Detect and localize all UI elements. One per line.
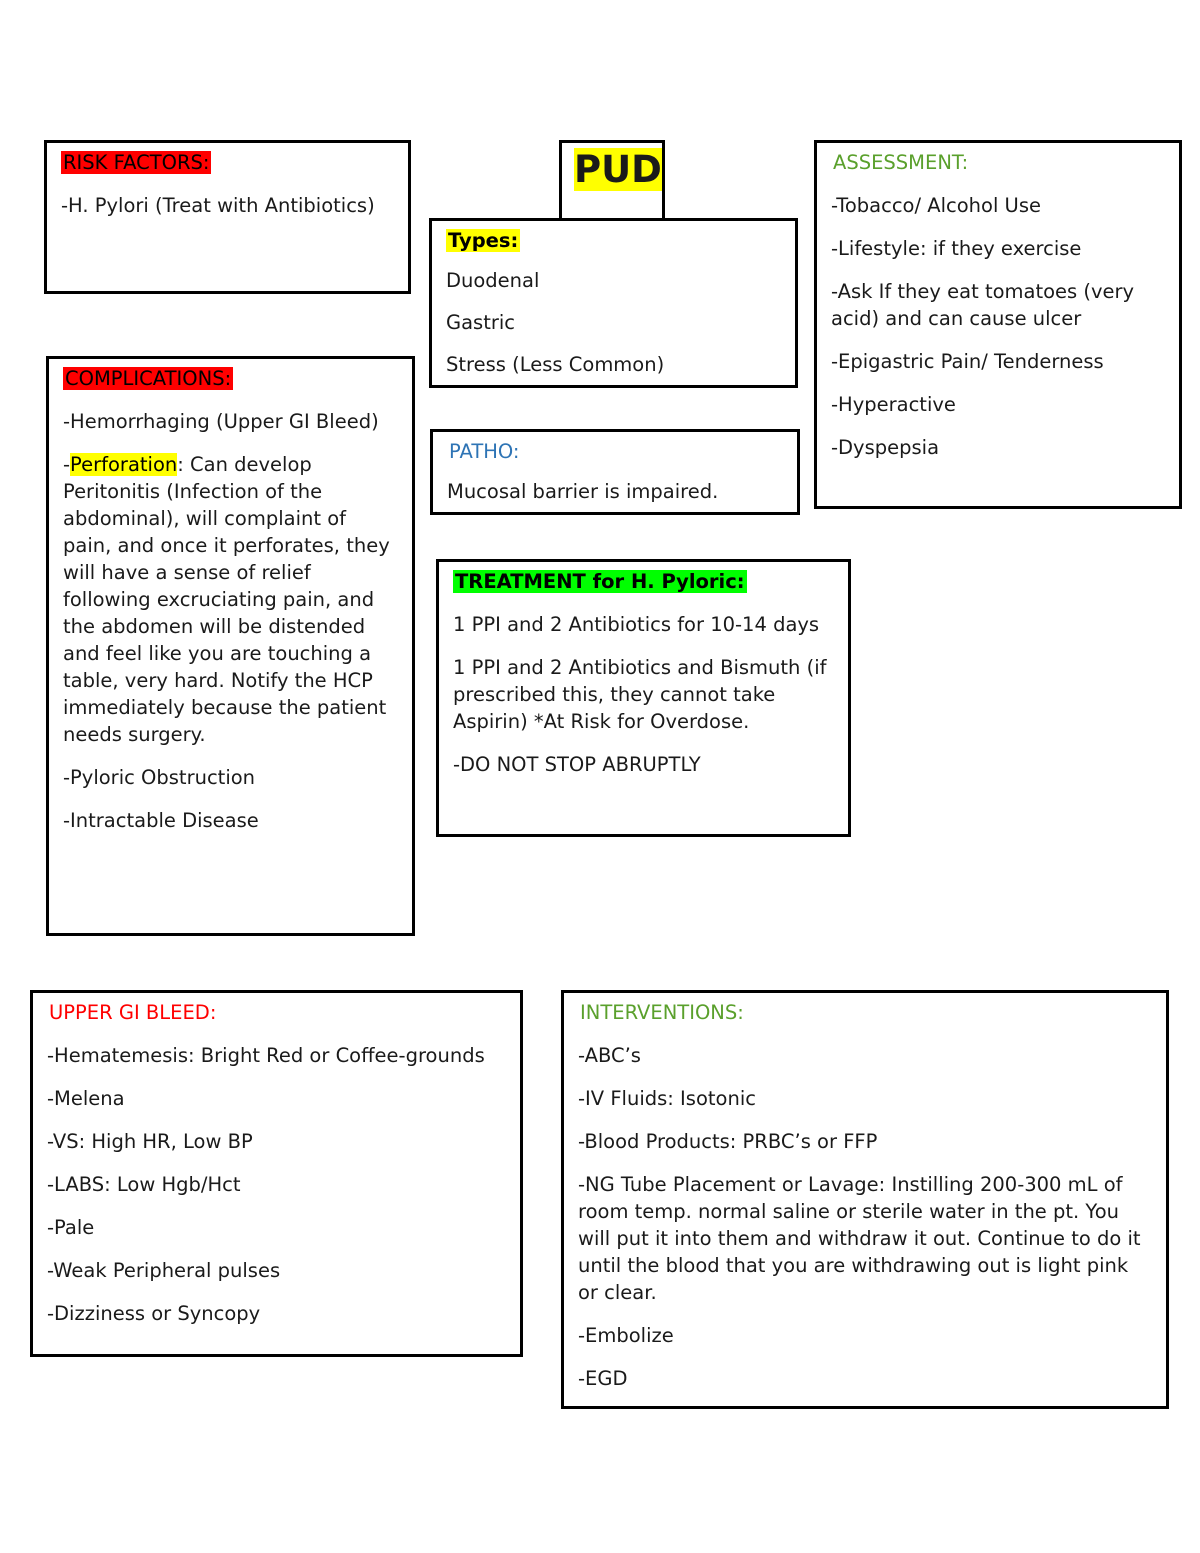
- intervention-item: -Blood Products: PRBC’s or FFP: [578, 1130, 878, 1153]
- types-item: Gastric: [446, 311, 516, 334]
- perforation-prefix: -: [63, 453, 71, 476]
- treatment-box: [436, 559, 851, 837]
- upper-gi-bleed-item: -Hematemesis: Bright Red or Coffee-grounds: [47, 1044, 485, 1067]
- upper-gi-bleed-item: -LABS: Low Hgb/Hct: [47, 1173, 241, 1196]
- assessment-item: -Ask If they eat tomatoes (very acid) and can cause ulcer: [831, 280, 1135, 330]
- complication-item: -Intractable Disease: [63, 809, 259, 832]
- complications-box: [46, 356, 415, 936]
- assessment-item: -Epigastric Pain/ Tenderness: [831, 350, 1104, 373]
- types-box: [429, 218, 798, 388]
- upper-gi-bleed-heading: UPPER GI BLEED:: [49, 1001, 217, 1024]
- complication-item: -Pyloric Obstruction: [63, 766, 256, 789]
- complication-item: -Hemorrhaging (Upper GI Bleed): [63, 410, 379, 433]
- complications-heading: COMPLICATIONS:: [65, 367, 232, 390]
- intervention-item: -Embolize: [578, 1324, 674, 1347]
- patho-box: [430, 429, 800, 515]
- upper-gi-bleed-item: -Melena: [47, 1087, 125, 1110]
- page-title: PUD: [574, 148, 662, 191]
- intervention-item: -NG Tube Placement or Lavage: Instilling 200-300 mL of room temp. normal saline or sterile water in the pt. You will put it into them and withdraw it out. Continue to do it until the blood that you are withdrawing out is light pink or clear.: [578, 1173, 1141, 1304]
- complication-item-perforation: [63, 451, 398, 748]
- risk-factors-heading: RISK FACTORS:: [63, 151, 210, 174]
- interventions-box: [561, 990, 1169, 1409]
- assessment-box: [814, 140, 1182, 509]
- assessment-item: -Dyspepsia: [831, 436, 940, 459]
- upper-gi-bleed-item: -Weak Peripheral pulses: [47, 1259, 281, 1282]
- types-item: Duodenal: [446, 269, 540, 292]
- upper-gi-bleed-item: -VS: High HR, Low BP: [47, 1130, 253, 1153]
- assessment-item: -Lifestyle: if they exercise: [831, 237, 1082, 260]
- upper-gi-bleed-item: -Dizziness or Syncopy: [47, 1302, 261, 1325]
- risk-factors-box: [44, 140, 411, 294]
- treatment-item: -DO NOT STOP ABRUPTLY: [453, 753, 701, 776]
- patho-heading: PATHO:: [449, 440, 520, 463]
- treatment-item: 1 PPI and 2 Antibiotics for 10-14 days: [453, 613, 820, 636]
- interventions-heading: INTERVENTIONS:: [580, 1001, 744, 1024]
- perforation-term: Perforation: [70, 453, 178, 476]
- assessment-heading: ASSESSMENT:: [833, 151, 969, 174]
- treatment-heading: TREATMENT for H. Pyloric:: [455, 570, 745, 593]
- intervention-item: -IV Fluids: Isotonic: [578, 1087, 756, 1110]
- upper-gi-bleed-item: -Pale: [47, 1216, 95, 1239]
- assessment-item: -Hyperactive: [831, 393, 956, 416]
- intervention-item: -ABC’s: [578, 1044, 641, 1067]
- intervention-item: -EGD: [578, 1367, 628, 1390]
- assessment-item: -Tobacco/ Alcohol Use: [831, 194, 1041, 217]
- types-heading: Types:: [448, 229, 519, 252]
- treatment-item: 1 PPI and 2 Antibiotics and Bismuth (if prescribed this, they cannot take Aspirin) *At Risk for Overdose.: [453, 656, 827, 733]
- upper-gi-bleed-box: [30, 990, 523, 1357]
- types-item: Stress (Less Common): [446, 353, 665, 376]
- patho-text: Mucosal barrier is impaired.: [447, 480, 719, 503]
- perforation-text: : Can develop Peritonitis (Infection of the abdominal), will complaint of pain, and once it perforates, they will have a sense of relief following excruciating pain, and the abdomen will be distended and feel like you are touching a table, very hard. Notify the HCP immediately because the patient needs surgery.: [63, 453, 390, 746]
- risk-factor-item: -H. Pylori (Treat with Antibiotics): [61, 194, 375, 217]
- title-box: [559, 140, 665, 230]
